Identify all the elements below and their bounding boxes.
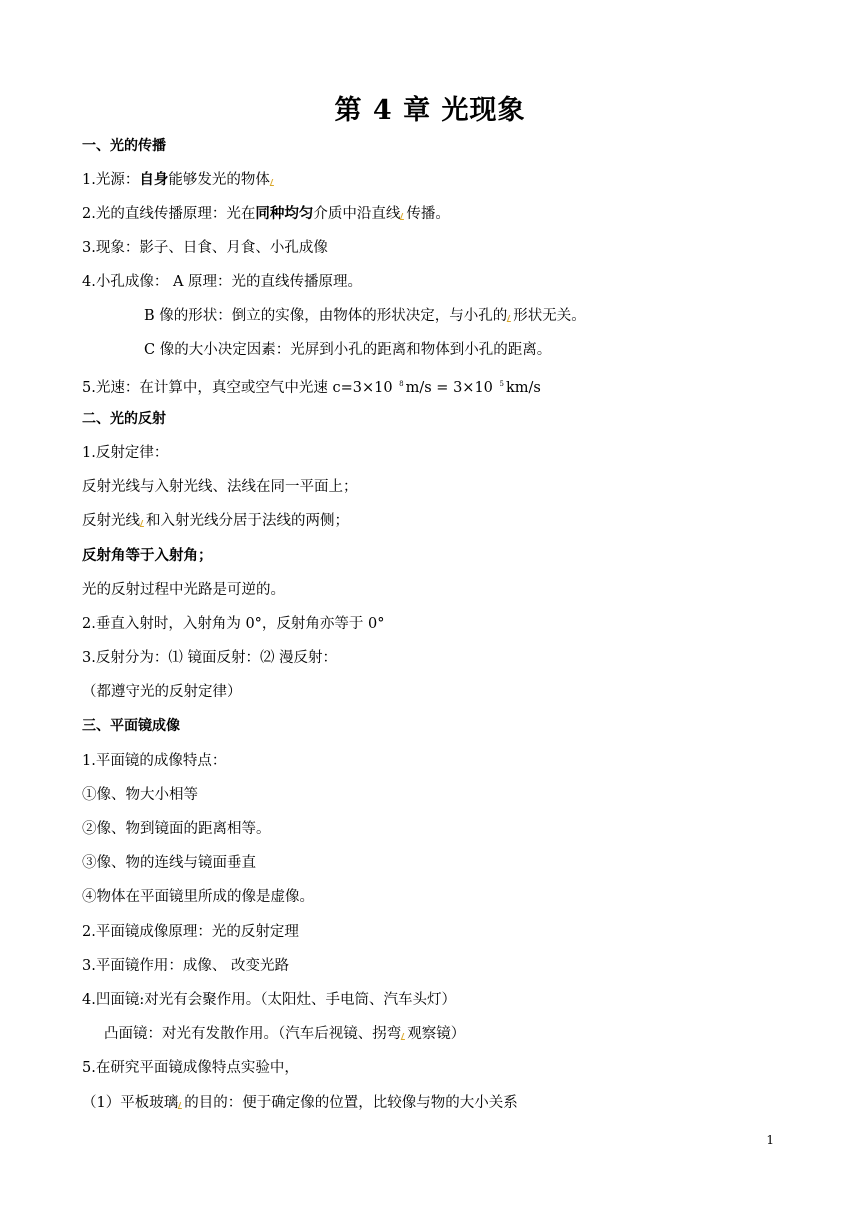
text-span: km/s — [505, 380, 541, 396]
text-line: ④物体在平面镜里所成的像是虚像。 — [82, 889, 314, 905]
text-line: ②像、物到镜面的距离相等。 — [82, 821, 271, 837]
text-line-bold: 反射角等于入射角； — [82, 548, 213, 564]
text-line: 3.平面镜作用：成像、 改变光路 — [82, 958, 289, 974]
text-span: 的目的：便于确定像的位置，比较像与物的大小关系 — [184, 1095, 518, 1111]
text-span: 凸面镜：对光有发散作用。（汽车后视镜、拐弯 — [104, 1026, 402, 1042]
text-line — [82, 511, 349, 531]
text-span: （1）平板玻璃 — [82, 1095, 179, 1111]
text-line — [82, 170, 276, 190]
section-heading-plane-mirror: 三、平面镜成像 — [82, 718, 180, 734]
text-span: 1.光源： — [82, 172, 140, 188]
text-span: 形状无关。 — [513, 308, 586, 324]
text-span: 能够发光的物体 — [168, 172, 270, 188]
text-span: 和入射光线分居于法线的两侧； — [146, 513, 349, 529]
text-line: 4.凹面镜:对光有会聚作用。（太阳灶、手电筒、汽车头灯） — [82, 992, 456, 1008]
text-span: 2.光的直线传播原理：光在 — [82, 206, 256, 222]
text-line: ①像、物大小相等 — [82, 787, 198, 803]
text-line: ③像、物的连线与镜面垂直 — [82, 855, 256, 871]
section-heading-light-propagation: 一、光的传播 — [82, 138, 166, 154]
text-line — [82, 374, 541, 398]
bold-text: 自身 — [139, 172, 169, 188]
text-line — [104, 1024, 465, 1044]
text-span: 反射光线 — [82, 513, 140, 529]
text-line: （都遵守光的反射定律） — [82, 684, 242, 700]
text-span: 观察镜） — [407, 1026, 466, 1042]
text-line — [82, 204, 450, 224]
text-line: 2.垂直入射时，入射角为 0°，反射角亦等于 0° — [82, 616, 385, 632]
text-line — [144, 306, 586, 326]
text-span: 5.光速：在计算中，真空或空气中光速 c=3×10 — [82, 380, 398, 396]
text-line: 1.反射定律： — [82, 445, 169, 461]
text-span: 传播。 — [406, 206, 450, 222]
text-line: 4.小孔成像： A 原理：光的直线传播原理。 — [82, 274, 363, 290]
page-number: 1 — [766, 1133, 774, 1147]
text-line: 3.现象：影子、日食、月食、小孔成像 — [82, 240, 328, 256]
annotation-mark-icon — [270, 179, 277, 186]
text-line: 3.反射分为：⑴ 镜面反射：⑵ 漫反射： — [82, 650, 338, 666]
text-span: B 像的形状：倒立的实像，由物体的形状决定，与小孔的 — [144, 308, 508, 324]
text-span: m/s = 3×10 — [405, 380, 498, 396]
text-line: 2.平面镜成像原理：光的反射定理 — [82, 924, 299, 940]
superscript: 8 — [399, 380, 404, 388]
bold-text: 同种均匀 — [255, 206, 314, 222]
text-line — [82, 1093, 518, 1113]
superscript: 5 — [499, 380, 504, 388]
text-span: 介质中沿直线 — [313, 206, 401, 222]
text-line: 5.在研究平面镜成像特点实验中， — [82, 1060, 299, 1076]
text-line: 光的反射过程中光路是可逆的。 — [82, 582, 285, 598]
text-line: 1.平面镜的成像特点： — [82, 753, 227, 769]
text-line: C 像的大小决定因素：光屏到小孔的距离和物体到小孔的距离。 — [144, 342, 552, 358]
page-title: 第 4 章 光现象 — [334, 95, 526, 126]
text-line: 反射光线与入射光线、法线在同一平面上； — [82, 479, 358, 495]
section-heading-reflection: 二、光的反射 — [82, 411, 166, 427]
